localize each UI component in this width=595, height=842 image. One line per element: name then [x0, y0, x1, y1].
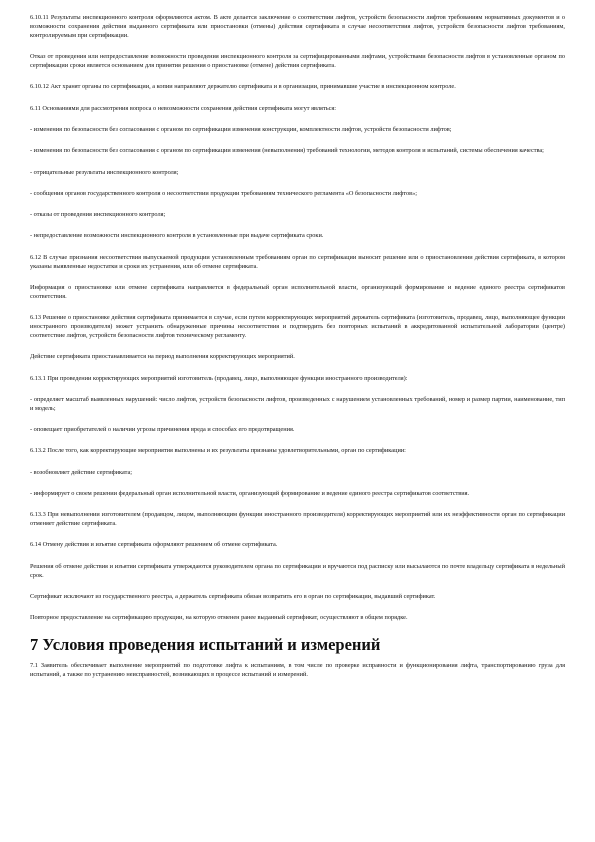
paragraph: Решения об отмене действия и изъятии сертификата утверждаются руководителем органа по сертификации и вручаются под расписку или высылаются по почте владельцу сертификата в недельный срок.: [30, 562, 565, 579]
paragraph: Информация о приостановке или отмене сертификата направляется в федеральный орган исполнительной власти, организующий формирование и ведение единого реестра сертификатов соответствия.: [30, 283, 565, 300]
paragraph: 6.13.2 После того, как корректирующие мероприятия выполнены и их результаты признаны удовлетворительными, орган по сертификации:: [30, 447, 406, 455]
list-item: - отказы от проведения инспекционного контроля;: [30, 211, 166, 219]
paragraph: 6.13.1 При проведении корректирующих мероприятий изготовитель (продавец, лицо, выполняющее функции иностранного производителя):: [30, 374, 408, 382]
paragraph: 6.13.3 При невыполнении изготовителем (продавцом, лицом, выполняющим функции иностранного производителя) корректирующих мероприятий или их неэффективности орган по сертификации отменяет действие сертификата.: [30, 511, 565, 528]
paragraph: 6.12 В случае признания несоответствия выпускаемой продукции установленным требованиям орган по сертификации выносит решение или о приостановлении действия сертификата, в котором указаны выявленные недостатки и сроки их устранения, или об отмене сертификата.: [30, 253, 565, 270]
paragraph: Действие сертификата приостанавливается на период выполнения корректирующих мероприятий.: [30, 353, 295, 361]
paragraph: Повторное предоставление на сертификацию продукции, на которую отменен ранее выданный сертификат, осуществляют в общем порядке.: [30, 614, 408, 622]
list-item: - возобновляет действие сертификата;: [30, 468, 133, 476]
paragraph: 6.13 Решение о приостановке действия сертификата принимается в случае, если путем корректирующих мероприятий держатель сертификата (изготовитель, продавец, лицо, выполняющее функции иностранного производителя) может устранить обнаруженные причины несоответствия и подтвердить без повторных испытаний в аккредитованной испытательной лаборатории (центре) соответствие лифтов, устройств безопасности лифтов техническому регламенту.: [30, 314, 565, 339]
list-item: - информирует о своем решении федеральный орган исполнительной власти, организующий формирование и ведение единого реестра сертификатов соответствия.: [30, 489, 470, 497]
list-item: - изменения по безопасности без согласования с органом по сертификации изменения (невыполнения) требований технологии, методов контроля и испытаний, системы обеспечения качества;: [30, 147, 544, 155]
paragraph: Сертификат исключают из государственного реестра, а держатель сертификата обязан возвратить его в орган по сертификации, выдавший сертификат.: [30, 592, 436, 600]
paragraph: Отказ от проведения или непредоставление возможности проведения инспекционного контроля за сертифицированными лифтами, устройствами безопасности лифтов в установленные органом по сертификации сроки является основанием для принятия решения о приостановке (отмене) действия сертификата.: [30, 53, 565, 70]
paragraph: 6.14 Отмену действия и изъятие сертификата оформляют решением об отмене сертификата.: [30, 541, 278, 549]
list-item: - сообщения органов государственного контроля о несоответствии продукции требованиям технического регламента «О безопасности лифтов»;: [30, 189, 417, 197]
section-heading: 7 Условия проведения испытаний и измерений: [30, 635, 381, 655]
list-item: - определяет масштаб выявленных нарушений: число лифтов, устройств безопасности лифтов, произведенных с нарушением установленных требований, номер и размер партии, наименование, тип и модель;: [30, 395, 565, 412]
list-item: - оповещает приобретателей о наличии угрозы причинения вреда и способах его предотвращения.: [30, 426, 295, 433]
list-item: - непредоставление возможности инспекционного контроля в установленные при выдаче сертификата сроки.: [30, 232, 324, 240]
paragraph: 6.10.12 Акт хранят органы по сертификации, а копии направляют держателю сертификата и в организации, принимавшие участие в инспекционном контроле.: [30, 83, 456, 91]
paragraph: 6.10.11 Результаты инспекционного контроля оформляются актом. В акте делается заключение о соответствии лифтов, устройств безопасности лифтов требованиям нормативных документов и о возможности сохранения действия выданного сертификата или приостановки (отмены) действия сертификата в случае несоответствия лифтов, устройств безопасности лифтов требованиям, контролируемым при сертификации.: [30, 14, 565, 39]
paragraph: 7.1 Заявитель обеспечивает выполнение мероприятий по подготовке лифта к испытаниям, в том числе по проверке исправности и функционирования лифта, транспортированию груза для испытаний, а также по устранению неисправностей, возникающих в процессе испытаний и измерений.: [30, 662, 565, 679]
document-page: [30, 14, 565, 693]
list-item: - отрицательные результаты инспекционного контроля;: [30, 168, 179, 176]
paragraph: 6.11 Основаниями для рассмотрения вопроса о невозможности сохранения действия сертификата могут являться:: [30, 104, 337, 112]
list-item: - изменения по безопасности без согласования с органом по сертификации изменения конструкции, комплектности лифтов, устройств безопасности лифтов;: [30, 125, 452, 133]
